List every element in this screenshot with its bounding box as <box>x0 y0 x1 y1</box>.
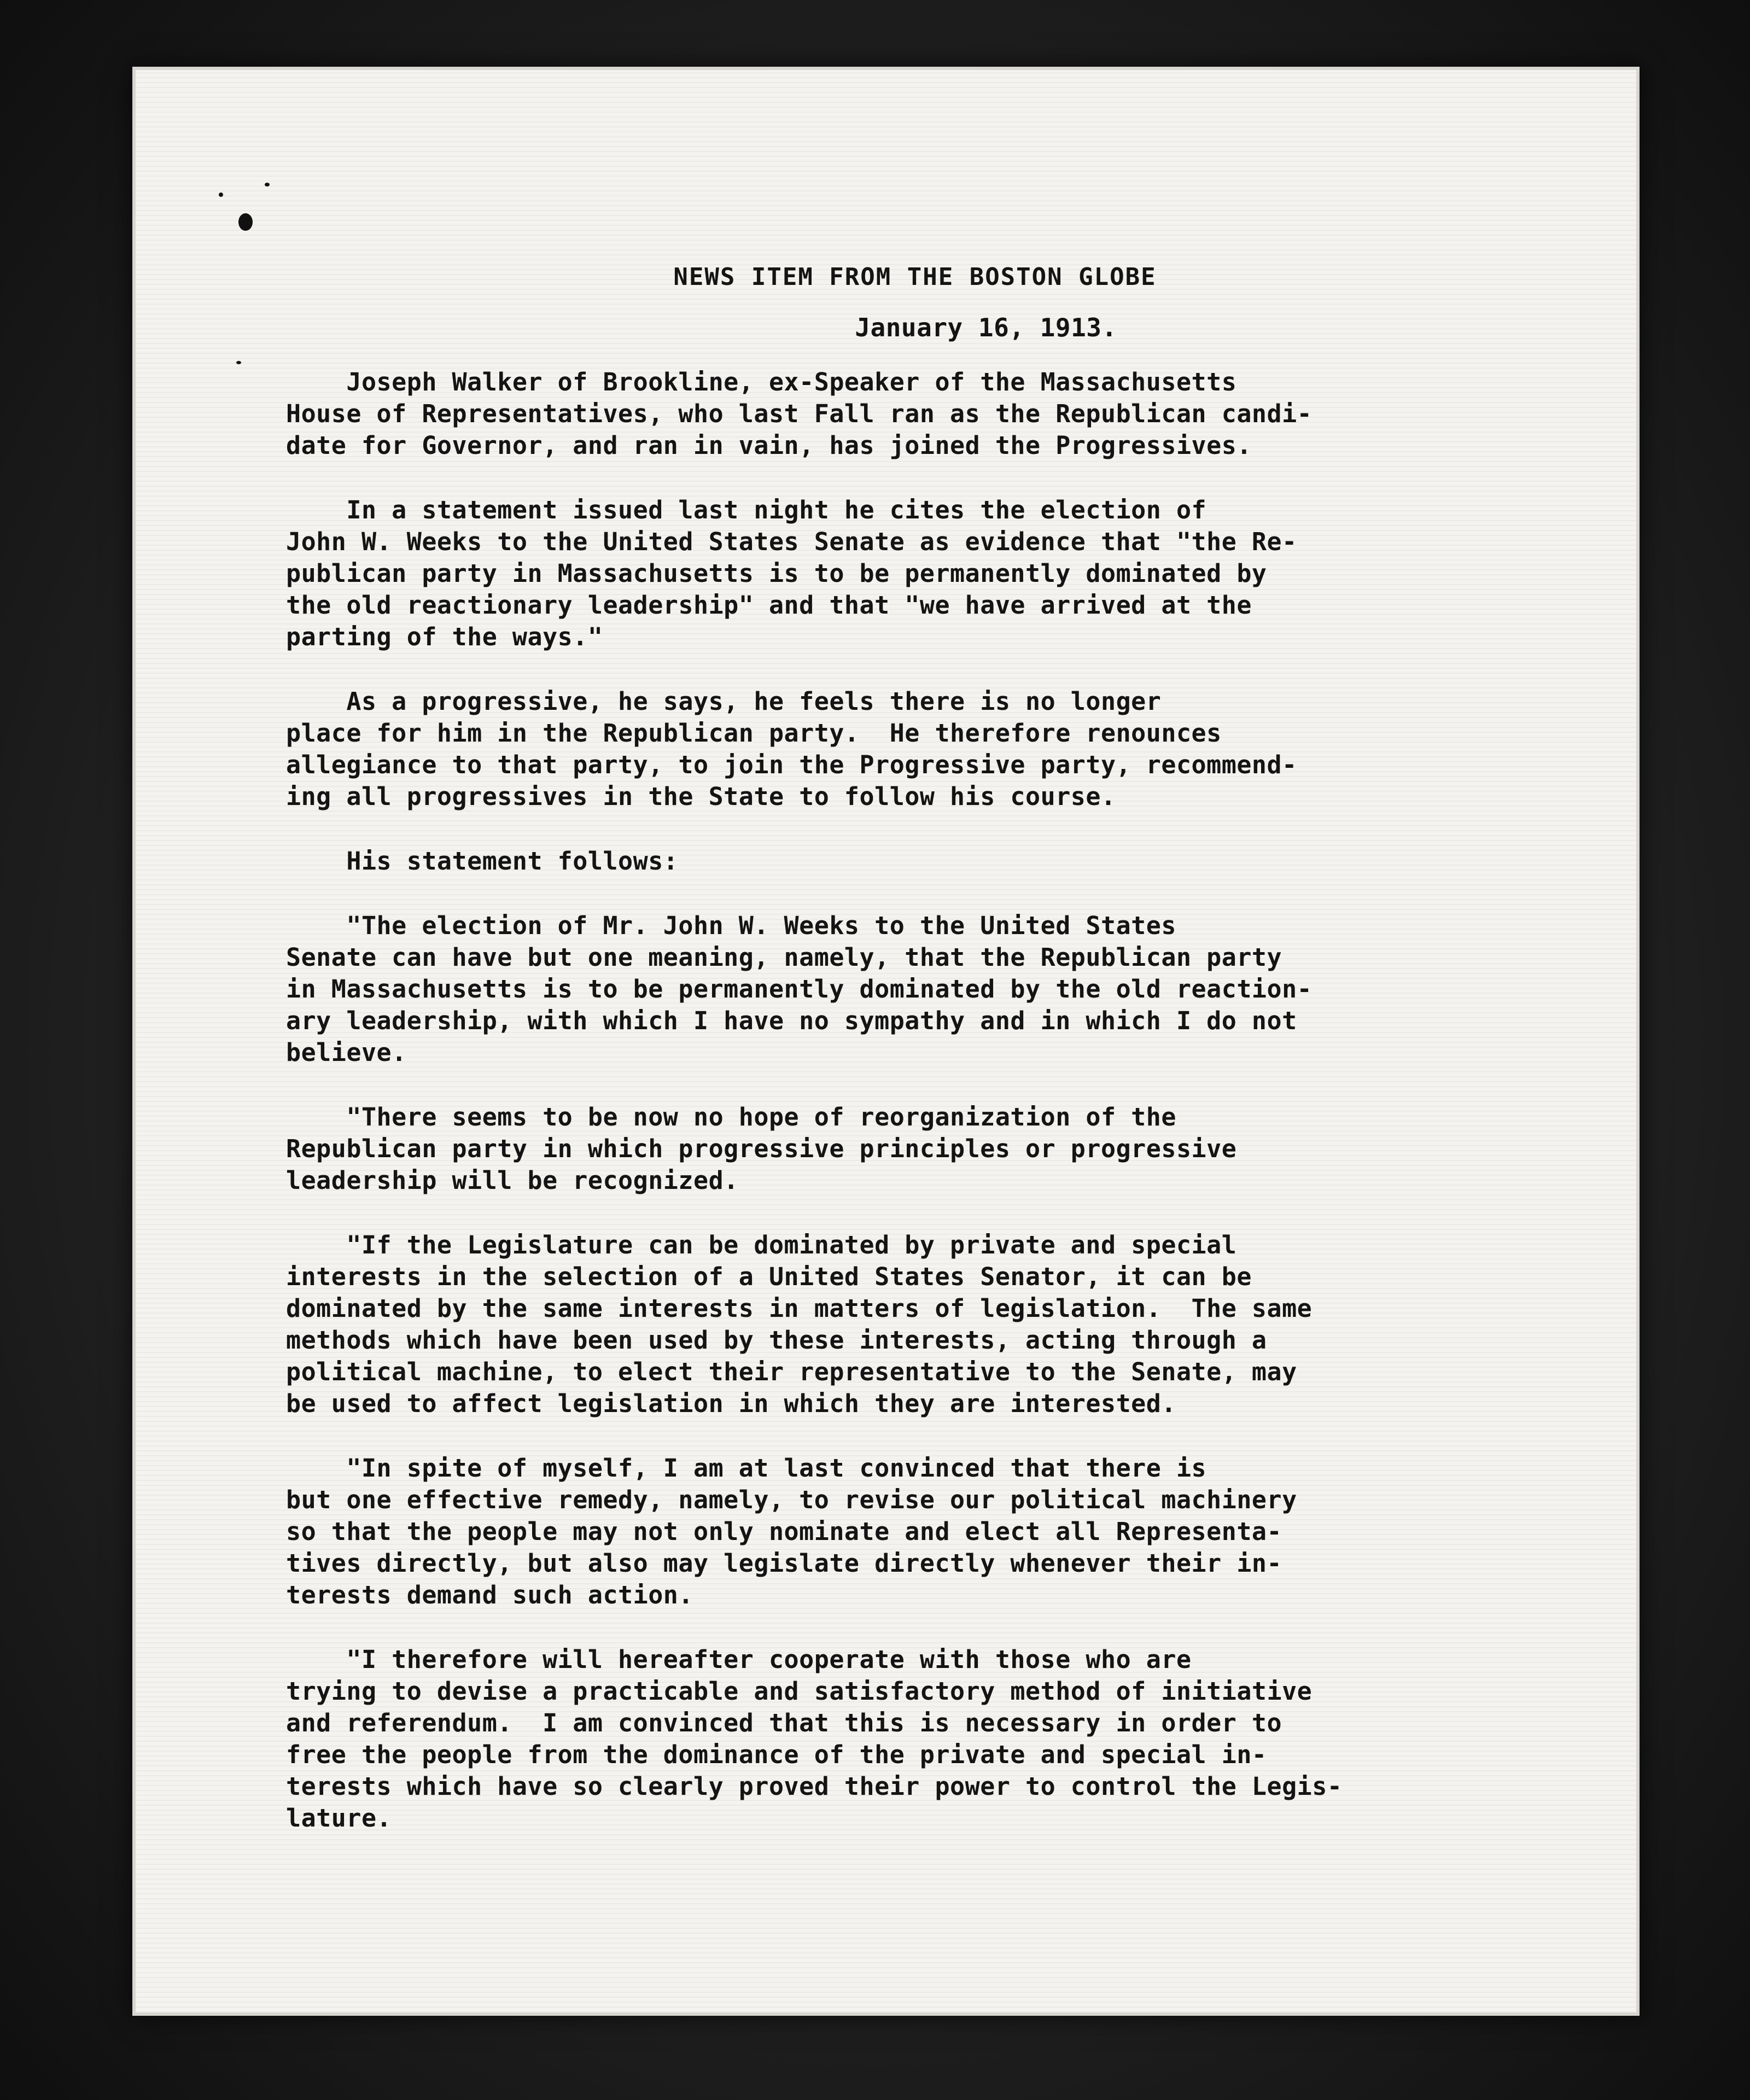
text-line: terests which have so clearly proved their power to control the Legis- <box>286 1772 1343 1801</box>
ink-blot-mark <box>238 213 253 231</box>
text-line: House of Representatives, who last Fall ran as the Republican candi- <box>286 399 1312 428</box>
document-date: January 16, 1913. <box>855 313 1117 342</box>
text-line: In a statement issued last night he cites the election of <box>286 495 1207 524</box>
text-line: Republican party in which progressive principles or progressive <box>286 1134 1237 1163</box>
paragraph <box>286 1452 1544 1611</box>
paragraph <box>286 1644 1544 1834</box>
text-line: in Massachusetts is to be permanently dominated by the old reaction- <box>286 975 1312 1004</box>
paragraph <box>286 494 1544 653</box>
text-line: but one effective remedy, namely, to revise our political machinery <box>286 1485 1297 1514</box>
ink-dot-mark <box>219 192 223 197</box>
paragraph <box>286 845 1544 877</box>
document-body <box>286 261 1544 1867</box>
text-line: "In spite of myself, I am at last convinced that there is <box>286 1454 1207 1483</box>
text-line: place for him in the Republican party. He therefore renounces <box>286 719 1222 748</box>
text-line: Joseph Walker of Brookline, ex-Speaker of the Massachusetts <box>286 368 1237 396</box>
paragraph <box>286 686 1544 813</box>
text-line: "There seems to be now no hope of reorganization of the <box>286 1102 1176 1131</box>
text-line: "If the Legislature can be dominated by private and special <box>286 1230 1237 1259</box>
text-line: John W. Weeks to the United States Senate as evidence that "the Re- <box>286 527 1297 556</box>
text-line: As a progressive, he says, he feels there is no longer <box>286 687 1162 716</box>
text-line: terests demand such action. <box>286 1580 693 1609</box>
text-line: "I therefore will hereafter cooperate with those who are <box>286 1645 1192 1674</box>
text-line: believe. <box>286 1038 407 1067</box>
document-title: NEWS ITEM FROM THE BOSTON GLOBE <box>673 263 1157 291</box>
ink-dot-mark <box>265 183 270 186</box>
text-line: Senate can have but one meaning, namely, that the Republican party <box>286 943 1282 972</box>
text-line: allegiance to that party, to join the Progressive party, recommend- <box>286 750 1297 779</box>
text-line: publican party in Massachusetts is to be permanently dominated by <box>286 559 1267 588</box>
text-line: lature. <box>286 1804 392 1833</box>
text-line: so that the people may not only nominate and elect all Representa- <box>286 1517 1282 1546</box>
text-line: free the people from the dominance of the private and special in- <box>286 1740 1267 1769</box>
paragraph <box>286 1229 1544 1420</box>
text-line: tives directly, but also may legislate directly whenever their in- <box>286 1549 1282 1578</box>
text-line: dominated by the same interests in matters of legislation. The same <box>286 1294 1312 1323</box>
text-line: trying to devise a practicable and satisfactory method of initiative <box>286 1677 1312 1706</box>
text-line: ary leadership, with which I have no sympathy and in which I do not <box>286 1006 1297 1035</box>
paragraph <box>286 910 1544 1069</box>
text-line: His statement follows: <box>286 847 679 876</box>
paragraph <box>286 366 1544 462</box>
text-line: methods which have been used by these interests, acting through a <box>286 1326 1267 1355</box>
text-line: and referendum. I am convinced that this is necessary in order to <box>286 1708 1282 1737</box>
text-line: "The election of Mr. John W. Weeks to the United States <box>286 911 1176 940</box>
text-line: political machine, to elect their representative to the Senate, may <box>286 1357 1297 1386</box>
text-line: parting of the ways." <box>286 622 603 651</box>
text-line: date for Governor, and ran in vain, has joined the Progressives. <box>286 431 1252 460</box>
text-line: ing all progressives in the State to follow his course. <box>286 782 1116 811</box>
text-line: leadership will be recognized. <box>286 1166 739 1195</box>
text-line: interests in the selection of a United States Senator, it can be <box>286 1262 1252 1291</box>
typewritten-page <box>136 70 1636 2012</box>
text-line: be used to affect legislation in which they are interested. <box>286 1389 1176 1418</box>
paragraph <box>286 1101 1544 1197</box>
ink-dot-mark <box>236 361 241 364</box>
text-line: the old reactionary leadership" and that "we have arrived at the <box>286 591 1252 620</box>
